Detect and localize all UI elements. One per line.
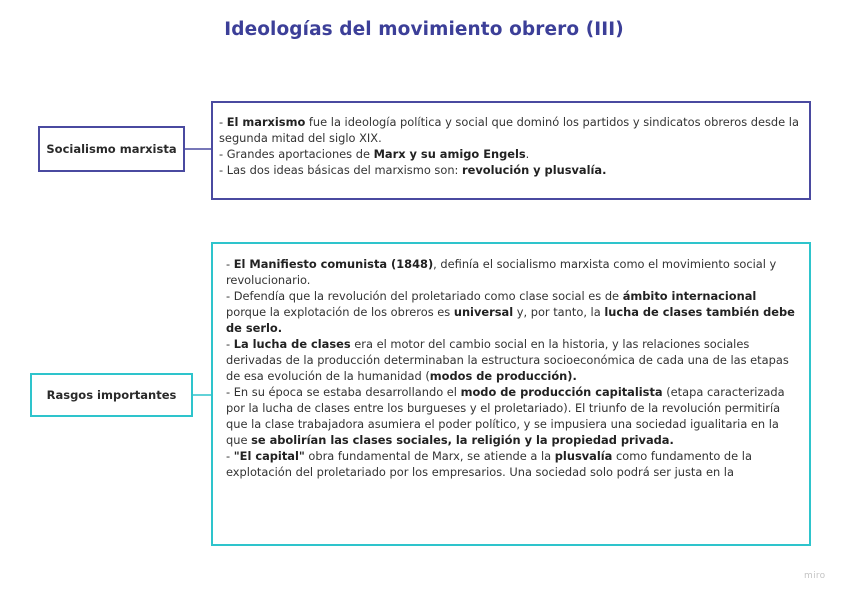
text: (etapa caracterizada por la lucha de clases entre los burgueses y el proletariado). El triunfo de la revolución permitiría que la clase trabajadora asumiera el poder político, y se impusiera una sociedad igualitaria en la que xyxy=(226,385,785,447)
text: porque la explotación de los obreros es xyxy=(226,305,454,319)
bold-text: lucha de clases también debe de serlo. xyxy=(226,305,795,335)
text: Grandes aportaciones de xyxy=(226,147,374,161)
text: fue la ideología política y social que dominó los partidos y sindicatos obreros desde la segunda mitad del siglo XIX. xyxy=(219,115,799,145)
bold-text: se abolirían las clases sociales, la religión y la propiedad privada. xyxy=(251,433,674,447)
text: Defendía que la revolución del proletariado como clase social es de xyxy=(233,289,623,303)
text: , definía el socialismo marxista como el movimiento social y revolucionario. xyxy=(226,257,777,287)
bold-text: modos de producción). xyxy=(429,369,577,383)
text: y, por tanto, la xyxy=(513,305,605,319)
bullet-manifiesto: - El Manifiesto comunista (1848), definía el socialismo marxista como el movimiento social y revolucionario. xyxy=(226,257,777,287)
bullet-marxismo: - El marxismo fue la ideología política y social que dominó los partidos y sindicatos obreros desde la segunda mitad del siglo XIX. xyxy=(219,115,799,145)
bullet-revolucion: - Defendía que la revolución del proletariado como clase social es de ámbito internacional porque la explotación de los obreros es universal y, por tanto, la lucha de clases también debe de serlo. xyxy=(226,289,795,335)
bold-text: El marxismo xyxy=(226,115,306,129)
text: Las dos ideas básicas del marxismo son: xyxy=(226,163,462,177)
bold-text: ámbito internacional xyxy=(622,289,757,303)
bold-text: Marx y su amigo Engels xyxy=(373,147,526,161)
bullet-aportaciones: - Grandes aportaciones de Marx y su amigo Engels. xyxy=(219,147,530,161)
bold-text: La lucha de clases xyxy=(233,337,351,351)
bullet-el-capital: - "El capital" obra fundamental de Marx, se atiende a la plusvalía como fundamento de la explotación del proletariado por los empresarios. Una sociedad solo podrá ser justa en la xyxy=(226,449,752,479)
node-rasgos-importantes[interactable] xyxy=(30,373,193,417)
bullet-lucha-clases: - La lucha de clases era el motor del cambio social en la historia, y las relaciones sociales derivadas de la producción determinaban la estructura socioeconómica de cada una de las etapas de esa evolución de la humanidad (modos de producción). xyxy=(226,337,789,383)
node-label: Rasgos importantes xyxy=(46,388,177,402)
page-title: Ideologías del movimiento obrero (III) xyxy=(224,19,624,40)
text: era el motor del cambio social en la historia, y las relaciones sociales derivadas de la producción determinaban la estructura socioeconómica de cada una de las etapas de esa evolución de la humanidad ( xyxy=(226,337,789,383)
text: En su época se estaba desarrollando el xyxy=(233,385,461,399)
text: obra fundamental de Marx, se atiende a la xyxy=(304,449,555,463)
bullet-capitalismo: - En su época se estaba desarrollando el modo de producción capitalista (etapa caracterizada por la lucha de clases entre los burgueses y el proletariado). El triunfo de la revolución permitiría que la clase trabajadora asumiera el poder político, y se impusiera una sociedad igualitaria en la que se abolirían las clases sociales, la religión y la propiedad privada. xyxy=(226,385,785,447)
node-label: Socialismo marxista xyxy=(46,142,177,156)
content-box-marxismo[interactable] xyxy=(211,101,811,200)
text: . xyxy=(525,147,530,161)
miro-logo: miro xyxy=(804,571,826,581)
text: como fundamento de la explotación del proletariado por los empresarios. Una sociedad solo podrá ser justa en la xyxy=(226,449,752,479)
bold-text: modo de producción capitalista xyxy=(460,385,663,399)
node-socialismo-marxista[interactable] xyxy=(38,126,185,172)
content-box-rasgos[interactable] xyxy=(211,242,811,546)
bullet-ideas-basicas: - Las dos ideas básicas del marxismo son: revolución y plusvalía. xyxy=(219,163,607,177)
bold-text: plusvalía xyxy=(554,449,613,463)
bold-text: universal xyxy=(453,305,514,319)
bold-text: "El capital" xyxy=(233,449,305,463)
bold-text: El Manifiesto comunista (1848) xyxy=(233,257,434,271)
bold-text: revolución y plusvalía. xyxy=(462,163,607,177)
